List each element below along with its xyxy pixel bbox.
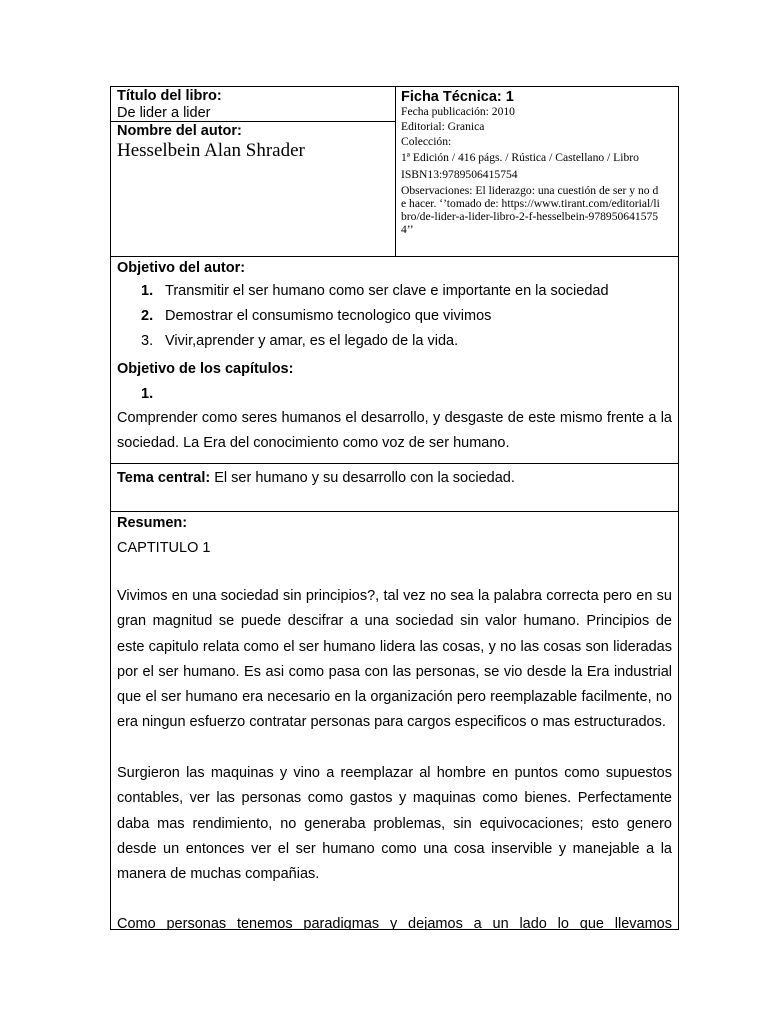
ficha-observaciones: Observaciones: El liderazgo: una cuestión de ser y no de hacer. ‘’tomado de: https://www.tirant.com/editorial/libro/de-lider-a-lider-libro-2-f-hesselbein-9789506415754’’ [401, 184, 660, 236]
table-bottom-border [110, 929, 679, 930]
resumen-label: Resumen: [117, 515, 188, 531]
objetivo-autor-list [141, 279, 609, 354]
autor-label: Nombre del autor: [117, 123, 242, 139]
tema-central [117, 470, 515, 486]
resumen-row [111, 511, 678, 930]
ficha-editorial: Editorial: Granica [401, 120, 485, 133]
autor-value: Hesselbein Alan Shrader [117, 140, 305, 161]
resumen-paragraph-2: Surgieron las maquinas y vino a reemplazar al hombre en puntos como supuestos contables, ver las personas como gastos y maquinas como bienes. Perfectamente daba mas rendimiento, no generaba problemas, sin equivocaciones; esto genero desde un entonces ver el ser humano como una cosa inservible y manejable a la manera de muchas compañias. [117, 765, 672, 883]
objetivo-autor-label: Objetivo del autor: [117, 260, 246, 276]
tema-text: El ser humano y su desarrollo con la sociedad. [210, 470, 515, 486]
objetivo-row [111, 256, 678, 464]
list-item: 2. Demostrar el consumismo tecnologico que vivimos [141, 308, 492, 324]
ficha-fecha: Fecha publicación: 2010 [401, 105, 515, 118]
resumen-paragraph-1: Vivimos en una sociedad sin principios?, tal vez no sea la palabra correcta pero en su gran magnitud se puede descifrar a una sociedad sin valor humano. Principios de este capitulo relata como el ser humano lidera las cosas, y no las cosas son lideradas por el ser humano. Es asi como pasa con las personas, se vio desde la Era industrial que el ser humano era necesario en la organización pero reemplazable facilmente, no era ningun esfuerzo contratar personas para cargos especificos o mas estructurados. [117, 588, 672, 731]
ficha-tecnica [401, 89, 673, 236]
list-item: 3. Vivir,aprender y amar, es el legado de la vida. [141, 333, 459, 349]
ficha-label: Ficha Técnica: 1 [401, 89, 514, 105]
ficha-coleccion: Colección: [401, 135, 452, 148]
tema-row [111, 463, 678, 511]
objetivo-capitulos-text: Comprender como seres humanos el desarrollo, y desgaste de este mismo frente a la sociedad. La Era del conocimiento como voz de ser humano. [117, 410, 672, 452]
objetivo-capitulos-number: 1. [141, 386, 154, 402]
titulo-label: Título del libro: [117, 88, 222, 104]
tema-label: Tema central: [117, 470, 211, 486]
resumen-capitulo: CAPTITULO 1 [117, 540, 211, 556]
list-item: 1. Transmitir el ser humano como ser clave e importante en la sociedad [141, 283, 609, 299]
ficha-isbn: ISBN13:9789506415754 [401, 168, 518, 181]
book-record-table [110, 86, 679, 930]
ficha-edicion: 1ª Edición / 416 págs. / Rústica / Castellano / Libro [401, 151, 639, 164]
titulo-value: De lider a lider [117, 105, 211, 121]
resumen-paragraph-3: Como personas tenemos paradigmas y dejamos a un lado lo que llevamos [117, 916, 672, 930]
objetivo-capitulos-label: Objetivo de los capítulos: [117, 361, 294, 377]
row-divider [111, 121, 396, 122]
column-divider [395, 87, 396, 256]
header-row [111, 86, 678, 256]
